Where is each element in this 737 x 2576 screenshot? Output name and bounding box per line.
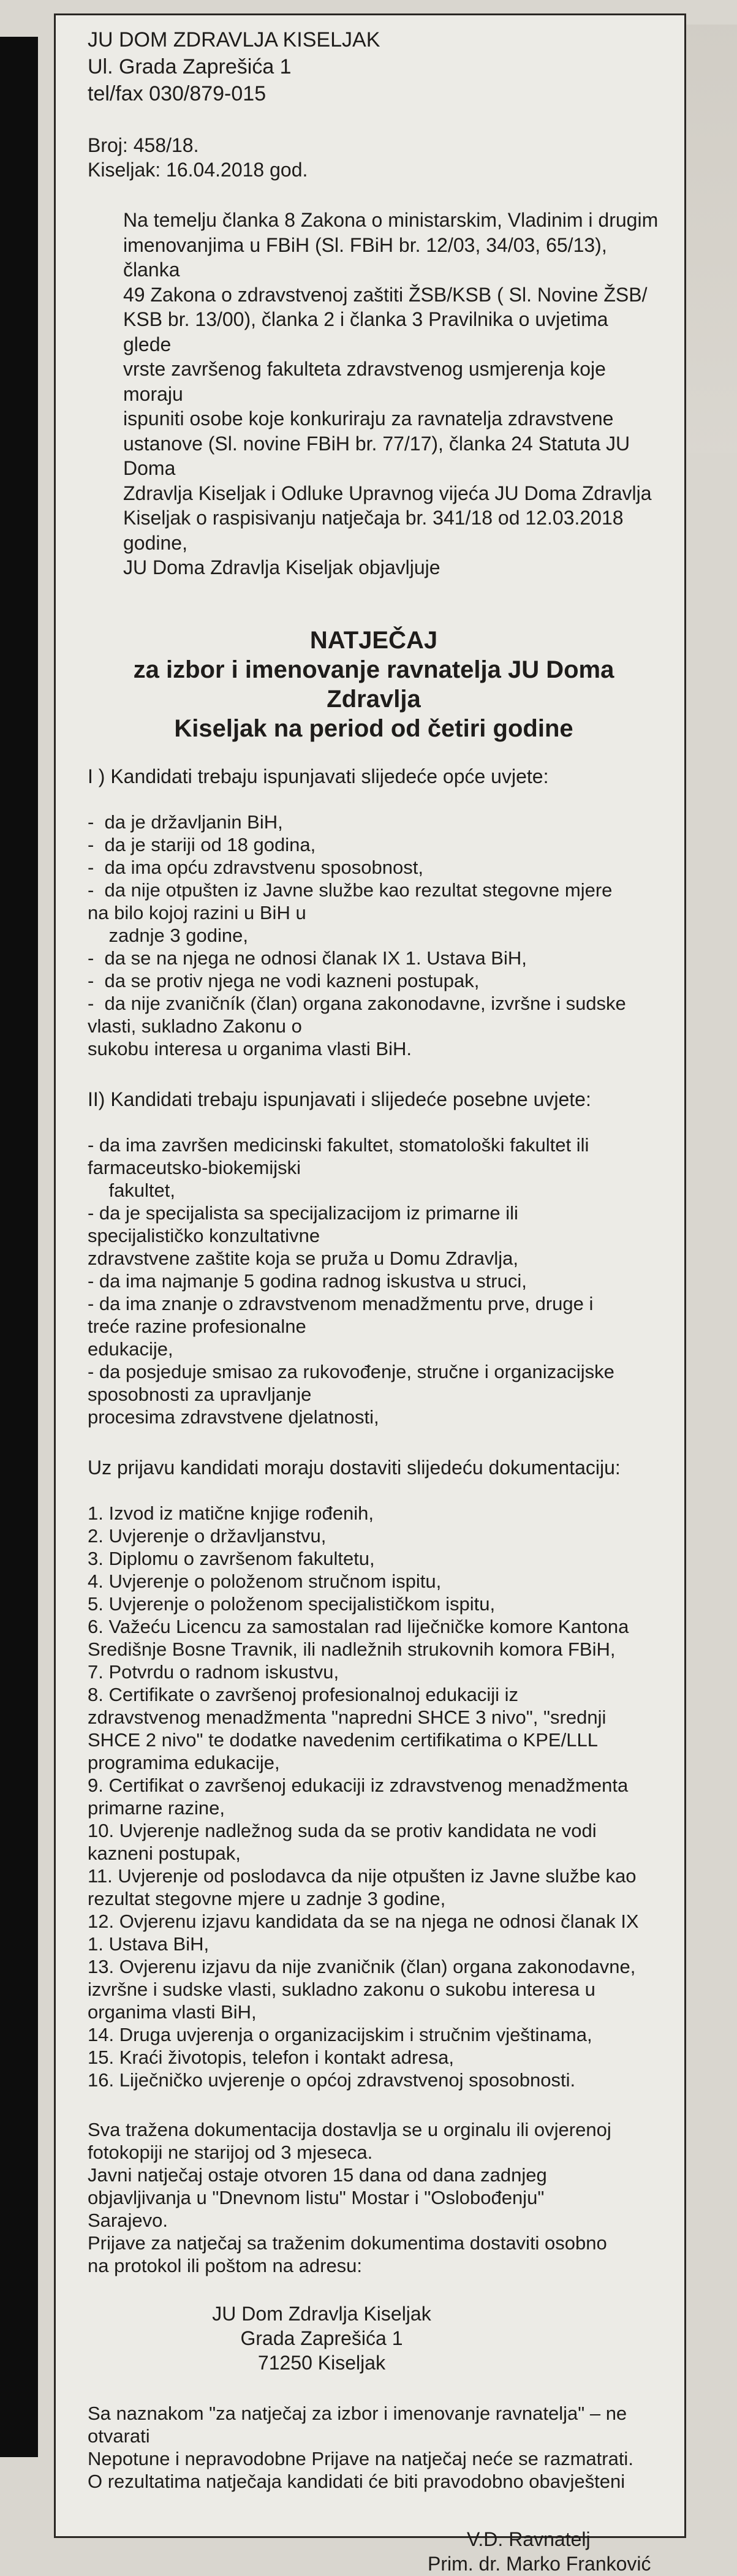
list-item: procesima zdravstvene djelatnosti,: [88, 1406, 379, 1428]
list-item: 14. Druga uvjerenja o organizacijskim i stručnim vještinama,: [88, 2023, 592, 2045]
list-item: - da je državljanin BiH,: [88, 811, 283, 833]
title-subtitle-line: za izbor i imenovanje ravnatelja JU Doma Zdravlja: [133, 656, 614, 713]
required-documents-heading: Uz prijavu kandidati moraju dostaviti slijedeću dokumentaciju:: [88, 1456, 621, 1479]
final-notes: [88, 2402, 660, 2493]
list-item: 13. Ovjerenu izjavu da nije zvaničnik (član) organa zakonodavne,: [88, 1955, 636, 1977]
paragraph-line: Nepotune i nepravodobne Prijave na natječaj neće se razmatrati.: [88, 2447, 633, 2469]
document-number: Broj: 458/18.: [88, 134, 199, 156]
list-item: - da nije zvaničník (član) organa zakonodavne, izvršne i sudske: [88, 992, 626, 1014]
intro-line: JU Doma Zdravlja Kiseljak objavljuje: [123, 556, 440, 578]
job-advertisement: [54, 13, 686, 2575]
required-documents-list: [88, 1502, 660, 2091]
organization-phone: tel/fax 030/879-015: [88, 82, 266, 105]
page-edge-dark-band: [0, 37, 38, 2457]
legal-basis-paragraph: [88, 208, 660, 580]
address-line: 71250 Kiseljak: [257, 2351, 386, 2374]
list-item: 8. Certifikate o završenoj profesionalnoj edukaciji iz: [88, 1683, 519, 1705]
intro-line: Zdravlja Kiseljak i Odluke Upravnog vijeća JU Doma Zdravlja: [123, 482, 652, 504]
list-item: treće razine profesionalne: [88, 1315, 306, 1337]
list-item: 15. Kraći životopis, telefon i kontakt adresa,: [88, 2046, 454, 2068]
list-item: rezultat stegovne mjere u zadnje 3 godine,: [88, 1887, 446, 1909]
list-item: zdravstvene zaštite koja se pruža u Domu Zdravlja,: [88, 1247, 518, 1269]
list-item: na bilo kojoj razini u BiH u: [88, 901, 306, 923]
paragraph-line: Sva tražena dokumentacija dostavlja se u orginalu ili ovjerenoj: [88, 2118, 611, 2140]
list-item: 4. Uvjerenje o položenom stručnom ispitu,: [88, 1570, 442, 1592]
list-item: specijalističko konzultativne: [88, 1224, 320, 1246]
title-natjecaj: NATJEČAJ: [309, 626, 438, 654]
list-item: 5. Uvjerenje o položenom specijalističkom ispitu,: [88, 1593, 496, 1615]
intro-line: vrste završenog fakulteta zdravstvenog usmjerenja koje moraju: [123, 358, 606, 405]
document-meta: [88, 133, 660, 182]
paragraph-line: Prijave za natječaj sa traženim dokumentima dostaviti osobno: [88, 2232, 607, 2254]
list-item: organima vlasti BiH,: [88, 2001, 257, 2023]
paragraph-line: O rezultatima natječaja kandidati će biti pravodobno obavješteni: [88, 2470, 626, 2492]
list-item: 1. Izvod iz matične knjige rođenih,: [88, 1502, 374, 1524]
general-conditions-heading: I ) Kandidati trebaju ispunjavati slijedeće opće uvjete:: [88, 765, 549, 787]
list-item: programima edukacije,: [88, 1751, 280, 1773]
intro-line: KSB br. 13/00), članka 2 i članka 3 Pravilnika o uvjetima glede: [123, 308, 608, 355]
list-item: 3. Diplomu o završenom fakultetu,: [88, 1547, 375, 1569]
list-item: 11. Uvjerenje od poslodavca da nije otpušten iz Javne službe kao: [88, 1865, 637, 1887]
list-item: - da je stariji od 18 godina,: [88, 833, 316, 855]
list-item: - da se protiv njega ne vodi kazneni postupak,: [88, 969, 480, 991]
address-line: JU Dom Zdravlja Kiseljak: [212, 2302, 431, 2325]
list-item: - da ima završen medicinski fakultet, stomatološki fakultet ili: [88, 1134, 589, 1156]
paragraph-line: fotokopiji ne starijoj od 3 mjeseca.: [88, 2141, 373, 2163]
mailing-address: [88, 2301, 660, 2375]
paragraph-line: na protokol ili poštom na adresu:: [88, 2254, 363, 2276]
paragraph-line: Sa naznakom "za natječaj za izbor i imenovanje ravnatelja" – ne: [88, 2402, 627, 2424]
intro-line: ustanove (Sl. novine FBiH br. 77/17), članka 24 Statuta JU Doma: [123, 432, 630, 479]
list-item: Središnje Bosne Travnik, ili nadležnih strukovnih komora FBiH,: [88, 1638, 616, 1660]
list-item: 1. Ustava BiH,: [88, 1933, 210, 1955]
list-item: 6. Važeću Licencu za samostalan rad liječničke komore Kantona: [88, 1615, 629, 1637]
list-item: primarne razine,: [88, 1797, 225, 1819]
title-subtitle-line: Kiseljak na period od četiri godine: [174, 714, 573, 742]
list-item: 10. Uvjerenje nadležnog suda da se protiv kandidata ne vodi: [88, 1819, 597, 1841]
list-item: fakultet,: [88, 1179, 176, 1201]
list-item: - da posjeduje smisao za rukovođenje, stručne i organizacijske: [88, 1360, 614, 1382]
paragraph-line: otvarati: [88, 2425, 150, 2447]
intro-line: ispuniti osobe koje konkuriraju za ravnatelja zdravstvene: [123, 407, 614, 430]
list-item: vlasti, sukladno Zakonu o: [88, 1015, 302, 1037]
list-item: 16. Liječničko uvjerenje o općoj zdravstvenoj sposobnosti.: [88, 2069, 576, 2091]
list-item: kazneni postupak,: [88, 1842, 241, 1864]
intro-line: Na temelju članka 8 Zakona o ministarskim, Vladinim i drugim: [123, 209, 659, 231]
list-item: - da je specijalista sa specijalizacijom iz primarne ili: [88, 1202, 518, 1224]
list-item: - da ima opću zdravstvenu sposobnost,: [88, 856, 423, 878]
signatory-role: V.D. Ravnatelj: [467, 2528, 591, 2550]
list-item: farmaceutsko-biokemijski: [88, 1156, 301, 1178]
list-item: zdravstvenog menadžmenta "napredni SHCE 3 nivo", "srednji: [88, 1706, 607, 1728]
list-item: zadnje 3 godine,: [88, 924, 248, 946]
announcement-title: [88, 626, 660, 743]
special-conditions-list: [88, 1134, 660, 1428]
signature-block: [88, 2527, 660, 2576]
list-item: SHCE 2 nivo" te dodatke navedenim certifikatima o KPE/LLL: [88, 1729, 598, 1751]
list-item: - da nije otpušten iz Javne službe kao rezultat stegovne mjere: [88, 879, 613, 901]
organization-name: JU DOM ZDRAVLJA KISELJAK: [88, 28, 380, 51]
list-item: - da se na njega ne odnosi članak IX 1. Ustava BiH,: [88, 947, 527, 969]
list-item: 12. Ovjerenu izjavu kandidata da se na njega ne odnosi članak IX: [88, 1910, 639, 1932]
paragraph-line: Sarajevo.: [88, 2209, 168, 2231]
general-conditions-list: [88, 811, 660, 1060]
organization-address: Ul. Grada Zaprešića 1: [88, 55, 292, 78]
intro-line: Kiseljak o raspisivanju natječaja br. 341/18 od 12.03.2018 godine,: [123, 507, 624, 554]
list-item: 7. Potvrdu o radnom iskustvu,: [88, 1661, 339, 1683]
organization-header: [88, 26, 660, 107]
list-item: 2. Uvjerenje o državljanstvu,: [88, 1525, 327, 1547]
submission-instructions: [88, 2118, 660, 2277]
paragraph-line: objavljivanja u "Dnevnom listu" Mostar i "Oslobođenju": [88, 2186, 545, 2208]
list-item: izvršne i sudske vlasti, sukladno zakonu o sukobu interesa u: [88, 1978, 595, 2000]
list-item: sukobu interesa u organima vlasti BiH.: [88, 1037, 412, 1059]
intro-line: 49 Zakona o zdravstvenoj zaštiti ŽSB/KSB ( Sl. Novine ŽSB/: [123, 283, 648, 306]
list-item: 9. Certifikat o završenoj edukaciji iz zdravstvenog menadžmenta: [88, 1774, 629, 1796]
document-date: Kiseljak: 16.04.2018 god.: [88, 159, 308, 181]
intro-line: imenovanjima u FBiH (Sl. FBiH br. 12/03, 34/03, 65/13), članka: [123, 233, 607, 281]
list-item: - da ima najmanje 5 godina radnog iskustva u struci,: [88, 1270, 527, 1292]
list-item: sposobnosti za upravljanje: [88, 1383, 312, 1405]
paragraph-line: Javni natječaj ostaje otvoren 15 dana od dana zadnjeg: [88, 2164, 547, 2186]
special-conditions-heading: II) Kandidati trebaju ispunjavati i slijedeće posebne uvjete:: [88, 1088, 591, 1110]
list-item: - da ima znanje o zdravstvenom menadžmentu prve, druge i: [88, 1292, 594, 1314]
list-item: edukacije,: [88, 1338, 173, 1360]
address-line: Grada Zaprešića 1: [240, 2327, 403, 2349]
signatory-name: Prim. dr. Marko Franković: [428, 2552, 651, 2575]
